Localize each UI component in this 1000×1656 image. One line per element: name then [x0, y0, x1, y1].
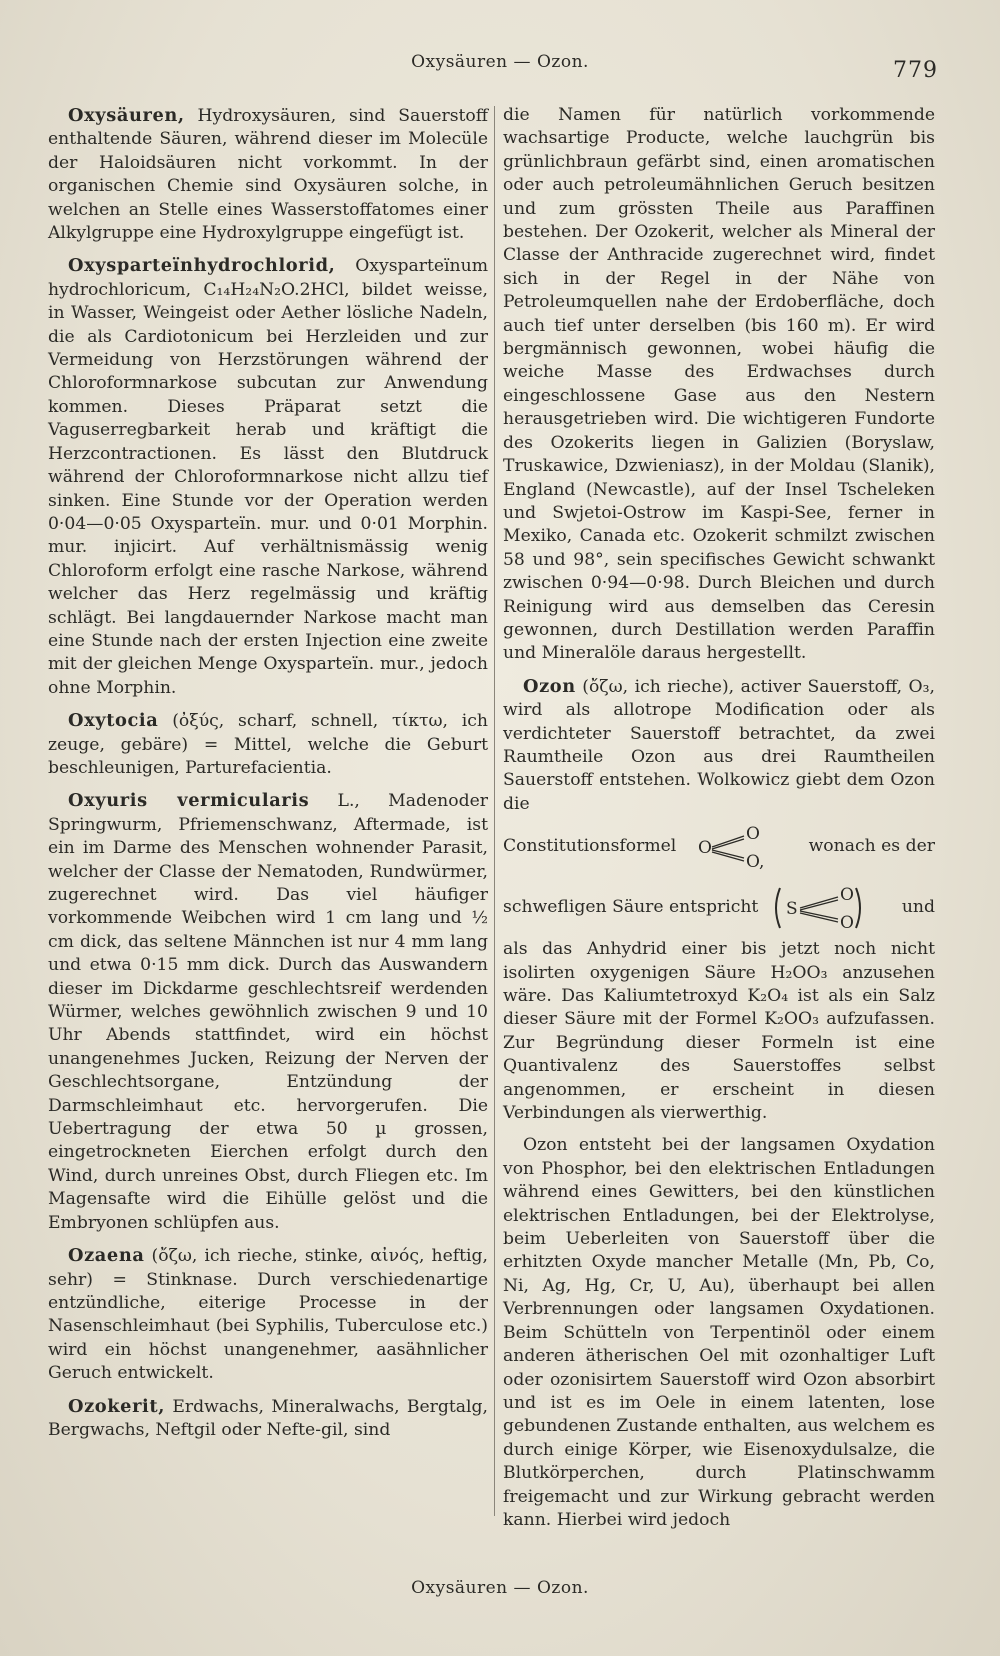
sulfurous-acid-formula	[770, 882, 890, 934]
formula-label: schwefligen Säure entspricht	[503, 897, 759, 918]
ozone-structure-formula	[696, 822, 788, 872]
sulfur-dioxide-structure-formula	[770, 882, 890, 934]
entry-oxytocia	[48, 709, 488, 780]
entry-ozon	[503, 675, 935, 816]
formula-bottom-atom: O	[840, 913, 854, 934]
column-divider	[494, 106, 495, 1516]
lemma: Oxysäuren,	[68, 105, 185, 126]
right-column	[503, 104, 935, 1541]
entry-text: Erdwachs, Mineralwachs, Bergtalg, Bergwachs, Neftgil oder Nefte-gil, sind	[48, 1396, 488, 1440]
entry-ozokerit	[48, 1395, 488, 1443]
ozon-entstehung-paragraph: Ozon entsteht bei der langsamen Oxydation von Phosphor, bei den elektrischen Entladungen während eines Gewitters, bei den künstlichen elektrischen Entladungen, bei der Elektrolyse, beim Ueberleiten von Sauerstoff über die erhitzten Oxyde mancher Metalle (Mn, Pb, Co, Ni, Ag, Hg, Cr, U, Au), überhaupt bei allen Verbrennungen oder langsamen Oxydationen. Beim Schütteln von Terpentinöl oder einem anderen ätherischen Oel mit ozonhaltiger Luft oder ozonisirtem Sauerstoff wird Ozon absorbirt und ist es im Oele in einem latenten, lose gebundenen Zustande enthalten, aus welchem es durch einige Körper, wie Eisenoxydulsalze, die Blutkörperchen, durch Platinschwamm freigemacht und zur Wirkung gebracht werden kann. Hierbei wird jedoch	[503, 1135, 935, 1530]
entry-text: (ὀξύς, scharf, schnell, τίκτω, ich zeuge, gebäre) = Mittel, welche die Geburt beschleunigen, Parturefacientia.	[48, 711, 488, 778]
entry-oxysparteinhydrochlorid	[48, 254, 488, 700]
lemma: Oxytocia	[68, 710, 159, 732]
lemma: Oxysparteïnhydrochlorid,	[68, 255, 336, 277]
lemma: Ozaena	[68, 1245, 145, 1267]
entry-text: L., Madenoder Springwurm, Pfriemenschwanz, Aftermade, ist ein im Darme des Menschen wohnender Parasit, welcher der Classe der Nematoden, Rundwürmer, zugerechnet wird. Das viel häufiger vorkommende Weibchen wird 1 cm lang und ½ cm dick, das seltene Männchen ist nur 4 mm lang und etwa 0·15 mm dick. Durch das Auswandern dieser im Dickdarme geschlechtsreif werdenden Würmer, welches gewöhnlich zwischen 9 und 10 Uhr Abends stattfindet, wird ein höchst unangenehmes Jucken, Reizung der Nerven der Geschlechtsorgane, Entzündung der Darmschleimhaut etc. hervorgerufen. Die Uebertragung der etwa 50 µ grossen, eingetrockneten Eierchen erfolgt durch den Wind, durch unreines Obst, durch Fliegen etc. Im Magensafte wird die Eihülle gelöst und die Embryonen schlüpfen aus.	[48, 791, 488, 1233]
formula-label: Constitutionsformel	[503, 836, 677, 857]
lemma: Ozokerit,	[68, 1395, 166, 1417]
lemma: Oxyuris vermicularis	[68, 790, 310, 812]
entry-ozaena	[48, 1244, 488, 1385]
running-foot: Oxysäuren — Ozon.	[411, 1578, 589, 1598]
formula-center-atom: S	[786, 899, 798, 920]
lemma: Ozon	[523, 675, 576, 697]
left-column	[48, 104, 488, 1451]
ozon-anhydrid-paragraph: als das Anhydrid einer bis jetzt noch nicht isolirten oxygenigen Säure H₂OO₃ anzusehen wäre. Das Kaliumtetroxyd K₂O₄ ist als ein Salz dieser Säure mit der Formel K₂OO₃ aufzufassen. Zur Begründung dieser Formeln ist eine Quantivalenz des Sauerstoffes selbst angenommen, er erscheint in diesen Verbindungen als vierwerthig.	[503, 939, 935, 1124]
entry-oxyuris-vermicularis	[48, 789, 488, 1235]
page-number: 779	[893, 58, 938, 83]
entry-ozokerit-continuation: die Namen für natürlich vorkommende wachsartige Producte, welche lauchgrün bis grünlichbraun gefärbt sind, einen aromatischen oder auch petroleumähnlichen Geruch besitzen und zum grössten Theile aus Paraffinen bestehen. Der Ozokerit, welcher als Mineral der Classe der Anthracide zugerechnet wird, findet sich in der Regel in der Nähe von Petroleumquellen nahe der Erdoberfläche, doch auch tief unter derselben (bis 160 m). Er wird bergmännisch gewonnen, wobei häufig die weiche Masse des Erdwachses durch eingeschlossene Gase aus den Nestern herausgetrieben wird. Die wichtigeren Fundorte des Ozokerits liegen in Galizien (Boryslaw, Truskawice, Dzwieniasz), in der Moldau (Slanik), England (Newcastle), auf der Insel Tscheleken und Swjetoi-Ostrow im Kaspi-See, ferner in Mexiko, Canada etc. Ozokerit schmilzt zwischen 58 und 98°, sein specifisches Gewicht schwankt zwischen 0·94—0·98. Durch Bleichen und durch Reinigung wird aus demselben das Ceresin gewonnen, durch Destillation werden Paraffin und Mineralöle daraus hergestellt.	[503, 105, 935, 664]
formula-bottom-atom: O,	[746, 852, 765, 873]
formula-after-text: und	[901, 897, 935, 918]
entry-oxysaeuren	[48, 104, 488, 245]
entry-text: (ὄζω, ich rieche, stinke, αἰνός, heftig, sehr) = Stinknase. Durch verschiedenartige entzündliche, eiterige Processe in der Nasenschleimhaut (bei Syphilis, Tuberculose etc.) wird ein höchst unangenehmer, aasähnlicher Geruch entwickelt.	[48, 1246, 488, 1384]
formula-top-atom: O	[746, 824, 761, 845]
entry-text: (ὄζω, ich rieche), activer Sauerstoff, O₃, wird als allotrope Modification oder als verdichteter Sauerstoff betrachtet, da zwei Raumtheile Ozon aus drei Raumtheilen Sauerstoff entstehen. Wolkowicz giebt dem Ozon die	[503, 676, 935, 814]
entry-text: Hydroxysäuren, sind Sauerstoff enthaltende Säuren, während dieser im Molecüle der Haloidsäuren nicht vorkommt. In der organischen Chemie sind Oxysäuren solche, in welchen an Stelle eines Wasserstoffatomes einer Alkylgruppe eine Hydroxylgruppe eingefügt ist.	[48, 106, 488, 244]
formula-center-atom: O	[698, 838, 713, 859]
running-head: Oxysäuren — Ozon.	[411, 52, 589, 72]
constitution-formula	[696, 822, 788, 872]
entry-text: Oxysparteïnum hydrochloricum, C₁₄H₂₄N₂O.2HCl, bildet weisse, in Wasser, Weingeist oder Aether lösliche Nadeln, die als Cardiotonicum bei Herzleiden und zur Vermeidung von Herzstörungen während der Chloroformnarkose subcutan zur Anwendung kommen. Dieses Präparat setzt die Vaguserregbarkeit herab und kräftigt die Herzcontractionen. Es lässt den Blutdruck während der Chloroformnarkose nicht allzu tief sinken. Eine Stunde vor der Operation werden 0·04—0·05 Oxysparteïn. mur. und 0·01 Morphin. mur. injicirt. Auf verhältnismässig wenig Chloroform erfolgt eine rasche Narkose, während welcher das Herz regelmässig und kräftig schlägt. Bei langdauernder Narkose macht man eine Stunde nach der ersten Injection eine zweite mit der gleichen Menge Oxysparteïn. mur., jedoch ohne Morphin.	[48, 256, 488, 698]
formula-top-atom: O	[840, 885, 854, 906]
formula-line-sulfurous	[503, 882, 935, 934]
formula-after-text: wonach es der	[808, 836, 935, 857]
formula-line-constitution	[503, 822, 935, 872]
